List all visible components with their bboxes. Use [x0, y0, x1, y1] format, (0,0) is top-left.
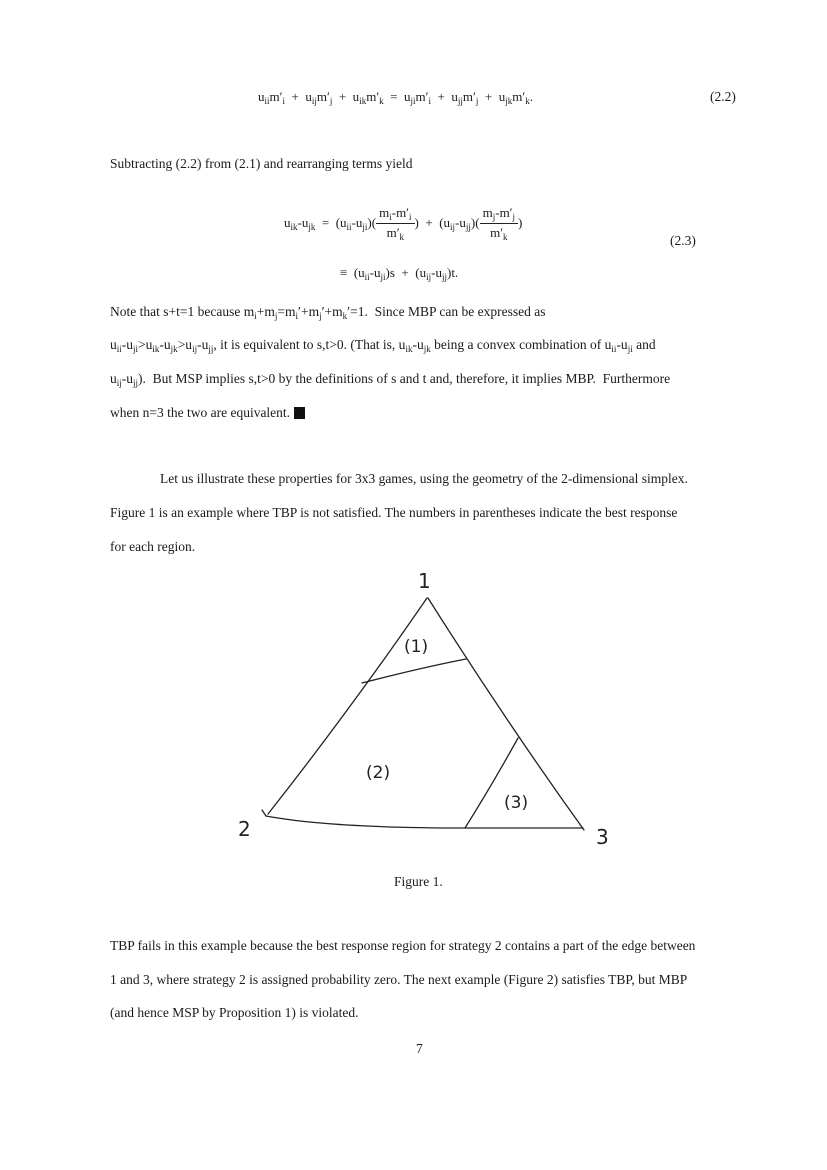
proof-line-3: $u_{ij}-u_{jj}$). But MSP implies s,t>0 by the definitions of s and t and, therefore, it implies MBP. Furthermore — [110, 371, 671, 388]
tbp-line-3: (and hence MSP by Proposition 1) is violated. — [110, 1005, 359, 1020]
paragraph-subtracting: Subtracting (2.2) from (2.1) and rearranging terms yield — [110, 156, 413, 171]
edge-1-2 — [268, 598, 427, 814]
figure-1-simplex — [0, 560, 827, 860]
illustrate-line-3: for each region. — [110, 539, 196, 554]
vertex-label-3: 3 — [596, 825, 609, 849]
equation-2-2: $u_{ii}m'_i + u_{ij}m'_j + u_{ik}m'_k = u_{ji}m'_i + u_{jj}m'_j + u_{jk}m'_k$. — [258, 89, 533, 106]
region-label-1: (1) — [404, 637, 429, 657]
equation-2-3-number: (2.3) — [670, 233, 696, 248]
equation-2-3-line2: ≡ $(u_{ii}-u_{ji})s + (u_{ij}-u_{jj})t$. — [340, 265, 459, 282]
region-label-2: (2) — [366, 763, 391, 783]
vertex-label-2: 2 — [238, 817, 251, 841]
region-label-3: (3) — [504, 793, 529, 813]
tbp-line-2: 1 and 3, where strategy 2 is assigned probability zero. The next example (Figure 2) satisfies TBP, but MBP — [110, 972, 688, 987]
vertex-label-1: 1 — [418, 569, 431, 593]
qed-box — [294, 407, 305, 419]
figure-caption: Figure 1. — [394, 874, 443, 889]
proof-line-4: when n=3 the two are equivalent. — [110, 406, 305, 420]
illustrate-line-2: Figure 1 is an example where TBP is not satisfied. The numbers in parentheses indicate the best response — [110, 505, 678, 520]
page-number: 7 — [416, 1041, 423, 1056]
proof-line-1: Note that s+t=1 because $m_i+m_j=m_i'+m_j'+m_k'=1$. Since MBP can be expressed as — [110, 304, 546, 321]
edge-2-3 — [266, 816, 583, 828]
equation-2-3: $u_{ik}-u_{jk} = (u_{ii}-u_{ji})$( $\frac{m_i-m'_i}{m'_k}$ ) + $(u_{ij}-u_{jj})$( $\frac{m_j-m'_j}{m'_k}$ ) — [284, 205, 523, 242]
equation-2-2-number: (2.2) — [710, 89, 736, 104]
proof-line-2: $u_{ii}-u_{ji}>u_{ik}-u_{jk}>u_{ij}-u_{jj}$, it is equivalent to s,t>0. (That is, $u_{ik}-u_{jk}$ being a convex combination of $u_{ii}-u_{ji}$ and — [110, 337, 656, 354]
tbp-line-1: TBP fails in this example because the best response region for strategy 2 contains a part of the edge between — [110, 938, 696, 953]
boundary-3 — [465, 738, 518, 828]
illustrate-line-1: Let us illustrate these properties for 3x3 games, using the geometry of the 2-dimensional simplex. — [160, 471, 688, 486]
boundary-1-2 — [362, 659, 466, 683]
